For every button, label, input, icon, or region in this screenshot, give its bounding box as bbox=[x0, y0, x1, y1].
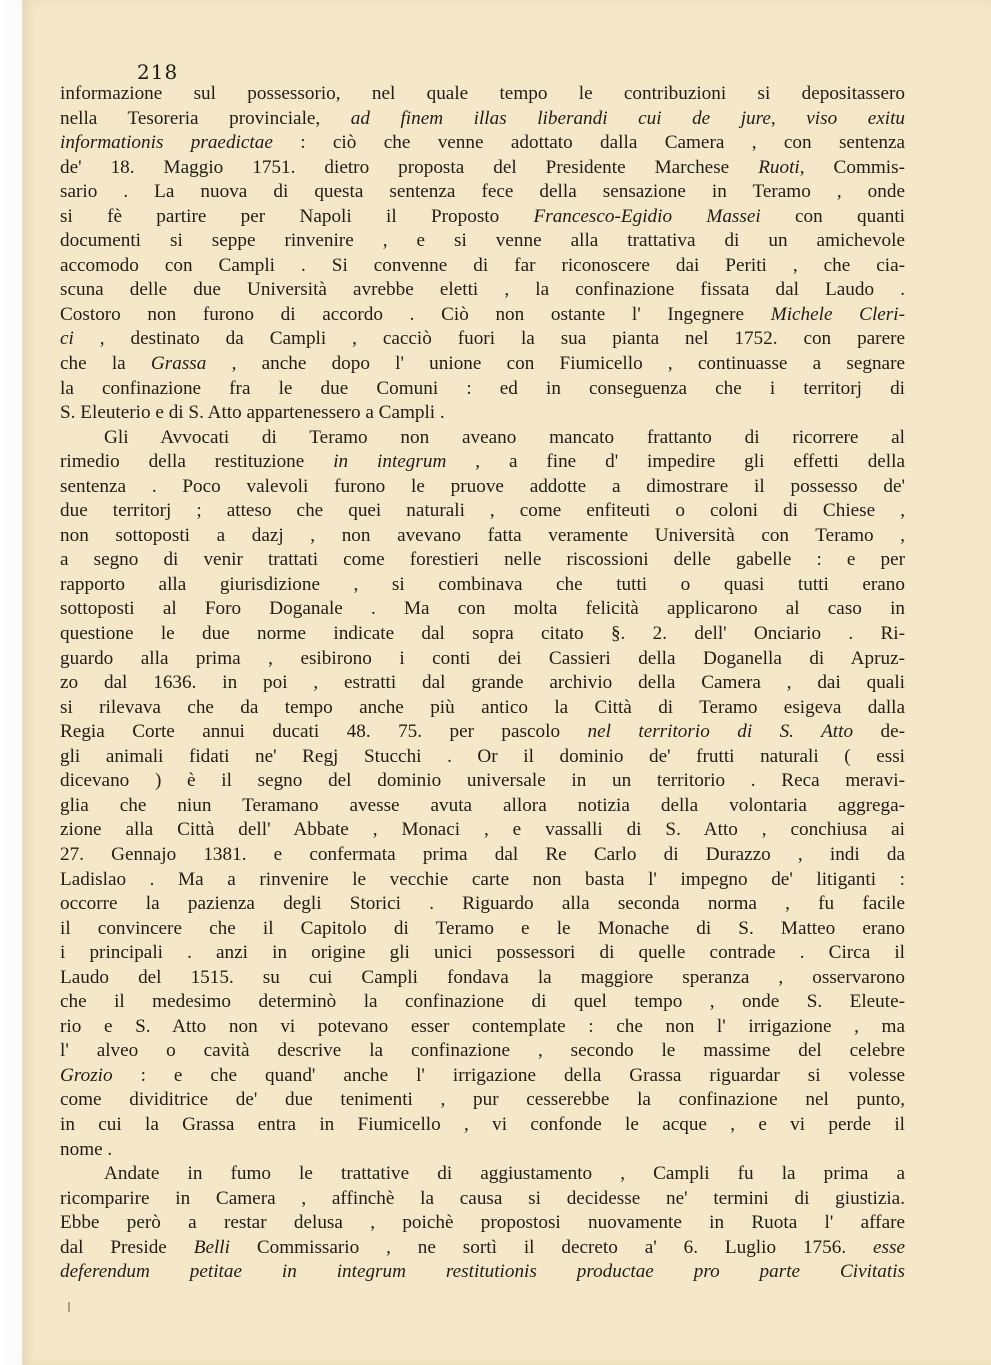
text-segment: glia che niun Teramano avesse avuta allora notizia della volontaria aggrega- bbox=[60, 794, 905, 816]
text-segment: si rilevava che da tempo anche più antico la Città di Teramo esigeva dalla bbox=[60, 696, 905, 718]
text-segment: de' 18. Maggio 1751. dietro proposta del Presidente Marchese bbox=[60, 156, 759, 178]
text-segment: nome . bbox=[60, 1138, 113, 1160]
text-line bbox=[60, 401, 905, 426]
italic-text: ad finem illas liberandi cui de jure bbox=[350, 107, 771, 129]
text-line bbox=[60, 696, 905, 721]
text-segment: : ciò che venne adottato dalla Camera , con sentenza bbox=[272, 132, 905, 154]
text-segment: Ladislao . Ma a rinvenire le vecchie carte non basta l' impegno de' litiganti : bbox=[60, 868, 905, 890]
text-line bbox=[60, 1064, 905, 1089]
text-segment: rimedio della restituzione bbox=[60, 451, 334, 473]
text-segment: gli animali fidati ne' Regj Stucchi . Or il dominio de' frutti naturali ( essi bbox=[60, 745, 905, 767]
margin-mark bbox=[68, 1302, 70, 1312]
text-line bbox=[60, 769, 905, 794]
scan-margin bbox=[0, 0, 22, 1365]
text-line bbox=[60, 1039, 905, 1064]
text-segment: l' alveo o cavità descrive la confinazione , secondo le massime del celebre bbox=[60, 1040, 905, 1062]
text-line bbox=[60, 671, 905, 696]
text-line bbox=[60, 868, 905, 893]
text-segment: documenti si seppe rinvenire , e si venne alla trattativa di un amichevole bbox=[60, 230, 905, 252]
italic-text: Francesco-Egidio Massei bbox=[533, 205, 761, 227]
text-line bbox=[60, 1162, 905, 1187]
italic-text: esse bbox=[873, 1236, 905, 1258]
text-line bbox=[60, 180, 905, 205]
text-line bbox=[60, 327, 905, 352]
italic-text: Grozio bbox=[60, 1064, 113, 1086]
text-line bbox=[60, 597, 905, 622]
text-segment: Laudo del 1515. su cui Campli fondava la maggiore speranza , osservarono bbox=[60, 966, 905, 988]
text-segment: Andate in fumo le trattative di aggiustamento , Campli fu la prima a bbox=[104, 1163, 905, 1185]
text-line bbox=[60, 720, 905, 745]
italic-text: Grassa bbox=[150, 353, 207, 375]
page-number: 218 bbox=[137, 60, 179, 84]
text-segment: che la bbox=[60, 353, 151, 375]
text-segment: , a fine d' impedire gli effetti della bbox=[446, 451, 905, 473]
text-line bbox=[60, 1138, 905, 1163]
text-line bbox=[60, 499, 905, 524]
text-segment: 27. Gennajo 1381. e confermata prima dal Re Carlo di Durazzo , indi da bbox=[60, 843, 905, 865]
italic-text: nel territorio di S. Atto bbox=[587, 721, 854, 743]
text-segment: de- bbox=[853, 721, 905, 743]
text-segment: non sottoposti a dazj , non avevano fatta veramente Università con Teramo , bbox=[60, 524, 905, 546]
text-segment: due territorj ; atteso che quei naturali , come enfiteuti o coloni di Chiese , bbox=[60, 500, 905, 522]
text-segment: nella Tesoreria provinciale, bbox=[60, 107, 351, 129]
text-segment: che il medesimo determinò la confinazione di quel tempo , onde S. Eleute- bbox=[60, 991, 905, 1013]
italic-text: deferendum petitae in integrum restitutionis productae pro parte Civitatis bbox=[60, 1261, 905, 1283]
text-line bbox=[60, 156, 905, 181]
text-segment: : e che quand' anche l' irrigazione della Grassa riguardar si volesse bbox=[112, 1064, 905, 1086]
text-line bbox=[60, 131, 905, 156]
text-line bbox=[60, 229, 905, 254]
text-line bbox=[60, 1088, 905, 1113]
italic-text: Ruoti bbox=[758, 156, 800, 178]
text-segment: Regia Corte annui ducati 48. 75. per pascolo bbox=[60, 721, 588, 743]
text-segment: con quanti bbox=[760, 205, 905, 227]
text-segment: occorre la pazienza degli Storici . Riguardo alla seconda norma , fu facile bbox=[60, 893, 905, 915]
text-segment: Commissario , ne sortì il decreto a' 6. Luglio 1756. bbox=[229, 1236, 874, 1258]
text-segment: Ebbe però a restar delusa , poichè propostosi nuovamente in Ruota l' affare bbox=[60, 1212, 905, 1234]
text-line bbox=[60, 745, 905, 770]
text-line bbox=[60, 917, 905, 942]
text-line bbox=[60, 352, 905, 377]
text-segment: , Commis- bbox=[799, 156, 905, 178]
text-line bbox=[60, 426, 905, 451]
text-line bbox=[60, 818, 905, 843]
text-line bbox=[60, 1187, 905, 1212]
text-line bbox=[60, 107, 905, 132]
text-line bbox=[60, 843, 905, 868]
text-segment: il convincere che il Capitolo di Teramo e le Monache di S. Matteo erano bbox=[60, 917, 905, 939]
text-line bbox=[60, 941, 905, 966]
text-segment: Gli Avvocati di Teramo non aveano mancato frattanto di ricorrere al bbox=[104, 426, 905, 448]
body-text bbox=[60, 82, 905, 1285]
text-line bbox=[60, 278, 905, 303]
text-segment: dal Preside bbox=[60, 1236, 194, 1258]
text-segment: , anche dopo l' unione con Fiumicello , continuasse a segnare bbox=[206, 353, 905, 375]
text-line bbox=[60, 1211, 905, 1236]
text-segment: questione le due norme indicate dal sopra citato §. 2. dell' Onciario . Ri- bbox=[60, 623, 905, 645]
text-line bbox=[60, 1260, 905, 1285]
text-line bbox=[60, 892, 905, 917]
text-line bbox=[60, 647, 905, 672]
text-segment: , destinato da Campli , cacciò fuori la sua pianta nel 1752. con parere bbox=[73, 328, 905, 350]
text-line bbox=[60, 622, 905, 647]
italic-text: ci bbox=[60, 328, 74, 350]
text-line bbox=[60, 1113, 905, 1138]
text-line bbox=[60, 990, 905, 1015]
text-segment: la confinazione fra le due Comuni : ed in conseguenza che i territorj di bbox=[60, 377, 905, 399]
italic-text: in integrum bbox=[333, 451, 447, 473]
text-line bbox=[60, 475, 905, 500]
italic-text: Michele Cleri- bbox=[770, 303, 905, 325]
text-segment: i principali . anzi in origine gli unici possessori di quelle contrade . Circa il bbox=[60, 942, 905, 964]
text-segment: sario . La nuova di questa sentenza fece della sensazione in Teramo , onde bbox=[60, 181, 905, 203]
text-line bbox=[60, 377, 905, 402]
text-segment: scuna delle due Università avrebbe eletti , la confinazione fissata dal Laudo . bbox=[60, 279, 905, 301]
text-segment: dicevano ) è il segno del dominio universale in un territorio . Reca meravi- bbox=[60, 770, 905, 792]
text-segment: sentenza . Poco valevoli furono le pruove addotte a dimostrare il possesso de' bbox=[60, 475, 905, 497]
text-segment: rio e S. Atto non vi potevano esser contemplate : che non l' irrigazione , ma bbox=[60, 1015, 905, 1037]
text-segment: Costoro non furono di accordo . Ciò non ostante l' Ingegnere bbox=[60, 303, 771, 325]
text-segment: a segno di venir trattati come forestieri nelle riscossioni delle gabelle : e per bbox=[60, 549, 905, 571]
text-line bbox=[60, 1236, 905, 1261]
text-line bbox=[60, 254, 905, 279]
text-segment: accomodo con Campli . Si convenne di far riconoscere dai Periti , che cia- bbox=[60, 254, 905, 276]
text-line bbox=[60, 205, 905, 230]
text-line bbox=[60, 303, 905, 328]
text-segment: , bbox=[770, 107, 807, 129]
italic-text: informationis praedictae bbox=[60, 132, 273, 154]
italic-text: Belli bbox=[193, 1236, 230, 1258]
text-line bbox=[60, 966, 905, 991]
text-line bbox=[60, 450, 905, 475]
text-segment: sottoposti al Foro Doganale . Ma con molta felicità applicarono al caso in bbox=[60, 598, 905, 620]
text-segment: zo dal 1636. in poi , estratti dal grande archivio della Camera , dai quali bbox=[60, 672, 905, 694]
text-segment: rapporto alla giurisdizione , si combinava che tutti o quasi tutti erano bbox=[60, 573, 905, 595]
text-line bbox=[60, 1015, 905, 1040]
text-segment: S. Eleuterio e di S. Atto appartenessero a Campli . bbox=[60, 402, 445, 424]
text-line bbox=[60, 524, 905, 549]
text-segment: ricomparire in Camera , affinchè la causa si decidesse ne' termini di giustizia. bbox=[60, 1187, 905, 1209]
text-line bbox=[60, 548, 905, 573]
text-line bbox=[60, 573, 905, 598]
text-segment: in cui la Grassa entra in Fiumicello , vi confonde le acque , e vi perde il bbox=[60, 1113, 905, 1135]
text-segment: si fè partire per Napoli il Proposto bbox=[60, 205, 534, 227]
text-line bbox=[60, 794, 905, 819]
text-line bbox=[60, 82, 905, 107]
text-segment: come dividitrice de' due tenimenti , pur cesserebbe la confinazione nel punto, bbox=[60, 1089, 905, 1111]
text-segment: guardo alla prima , esibirono i conti dei Cassieri della Doganella di Apruz- bbox=[60, 647, 905, 669]
text-segment: zione alla Città dell' Abbate , Monaci , e vassalli di S. Atto , conchiusa ai bbox=[60, 819, 905, 841]
text-segment: informazione sul possessorio, nel quale tempo le contribuzioni si depositassero bbox=[60, 83, 905, 104]
italic-text: viso exitu bbox=[806, 107, 905, 129]
